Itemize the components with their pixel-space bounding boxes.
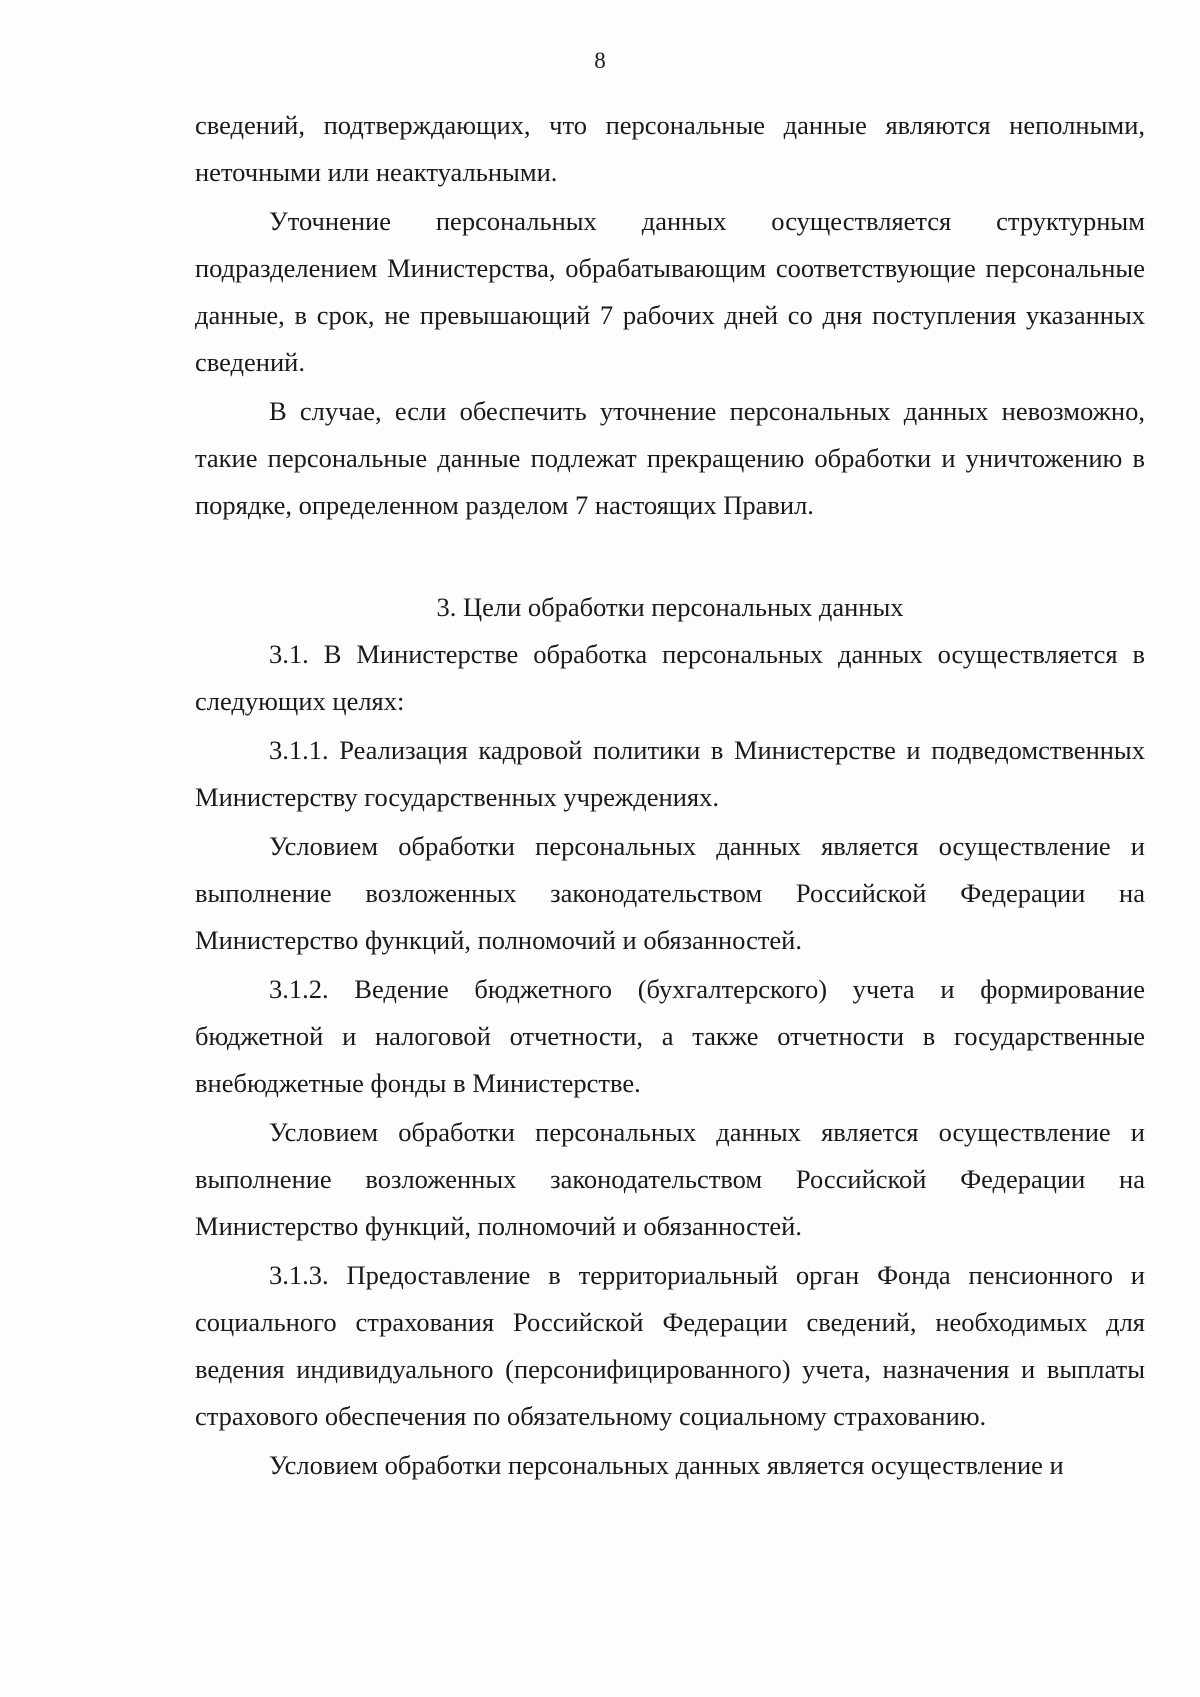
paragraph-clarification-procedure: Уточнение персональных данных осуществляется структурным подразделением Министерства, обрабатывающим соответствующие персональные данные, в срок, не превышающий 7 рабочих дней со дня поступления указанных сведений. (195, 206, 1145, 377)
document-body (195, 102, 1145, 1489)
paragraph-3-1-2: 3.1.2. Ведение бюджетного (бухгалтерского) учета и формирование бюджетной и налоговой отчетности, а также отчетности в государственные внебюджетные фонды в Министерстве. (195, 974, 1145, 1098)
paragraph-continuation: сведений, подтверждающих, что персональные данные являются неполными, неточными или неактуальными. (195, 110, 1145, 187)
paragraph-condition-1: Условием обработки персональных данных является осуществление и выполнение возложенных законодательством Российской Федерации на Министерство функций, полномочий и обязанностей. (195, 831, 1145, 955)
paragraph-3-1-3: 3.1.3. Предоставление в территориальный орган Фонда пенсионного и социального страхования Российской Федерации сведений, необходимых для ведения индивидуального (персонифицированного) учета, назначения и выплаты страхового обеспечения по обязательному социальному страхованию. (195, 1260, 1145, 1431)
paragraph-3-1-1: 3.1.1. Реализация кадровой политики в Министерстве и подведомственных Министерству государственных учреждениях. (195, 735, 1145, 812)
page-number: 8 (594, 48, 606, 73)
paragraph-3-1: 3.1. В Министерстве обработка персональных данных осуществляется в следующих целях: (195, 639, 1145, 716)
paragraph-impossible-clarification: В случае, если обеспечить уточнение персональных данных невозможно, такие персональные данные подлежат прекращению обработки и уничтожению в порядке, определенном разделом 7 настоящих Правил. (195, 396, 1145, 520)
paragraph-condition-2: Условием обработки персональных данных является осуществление и выполнение возложенных законодательством Российской Федерации на Министерство функций, полномочий и обязанностей. (195, 1117, 1145, 1241)
section-heading: 3. Цели обработки персональных данных (436, 592, 904, 622)
paragraph-condition-3: Условием обработки персональных данных является осуществление и (269, 1450, 1064, 1480)
